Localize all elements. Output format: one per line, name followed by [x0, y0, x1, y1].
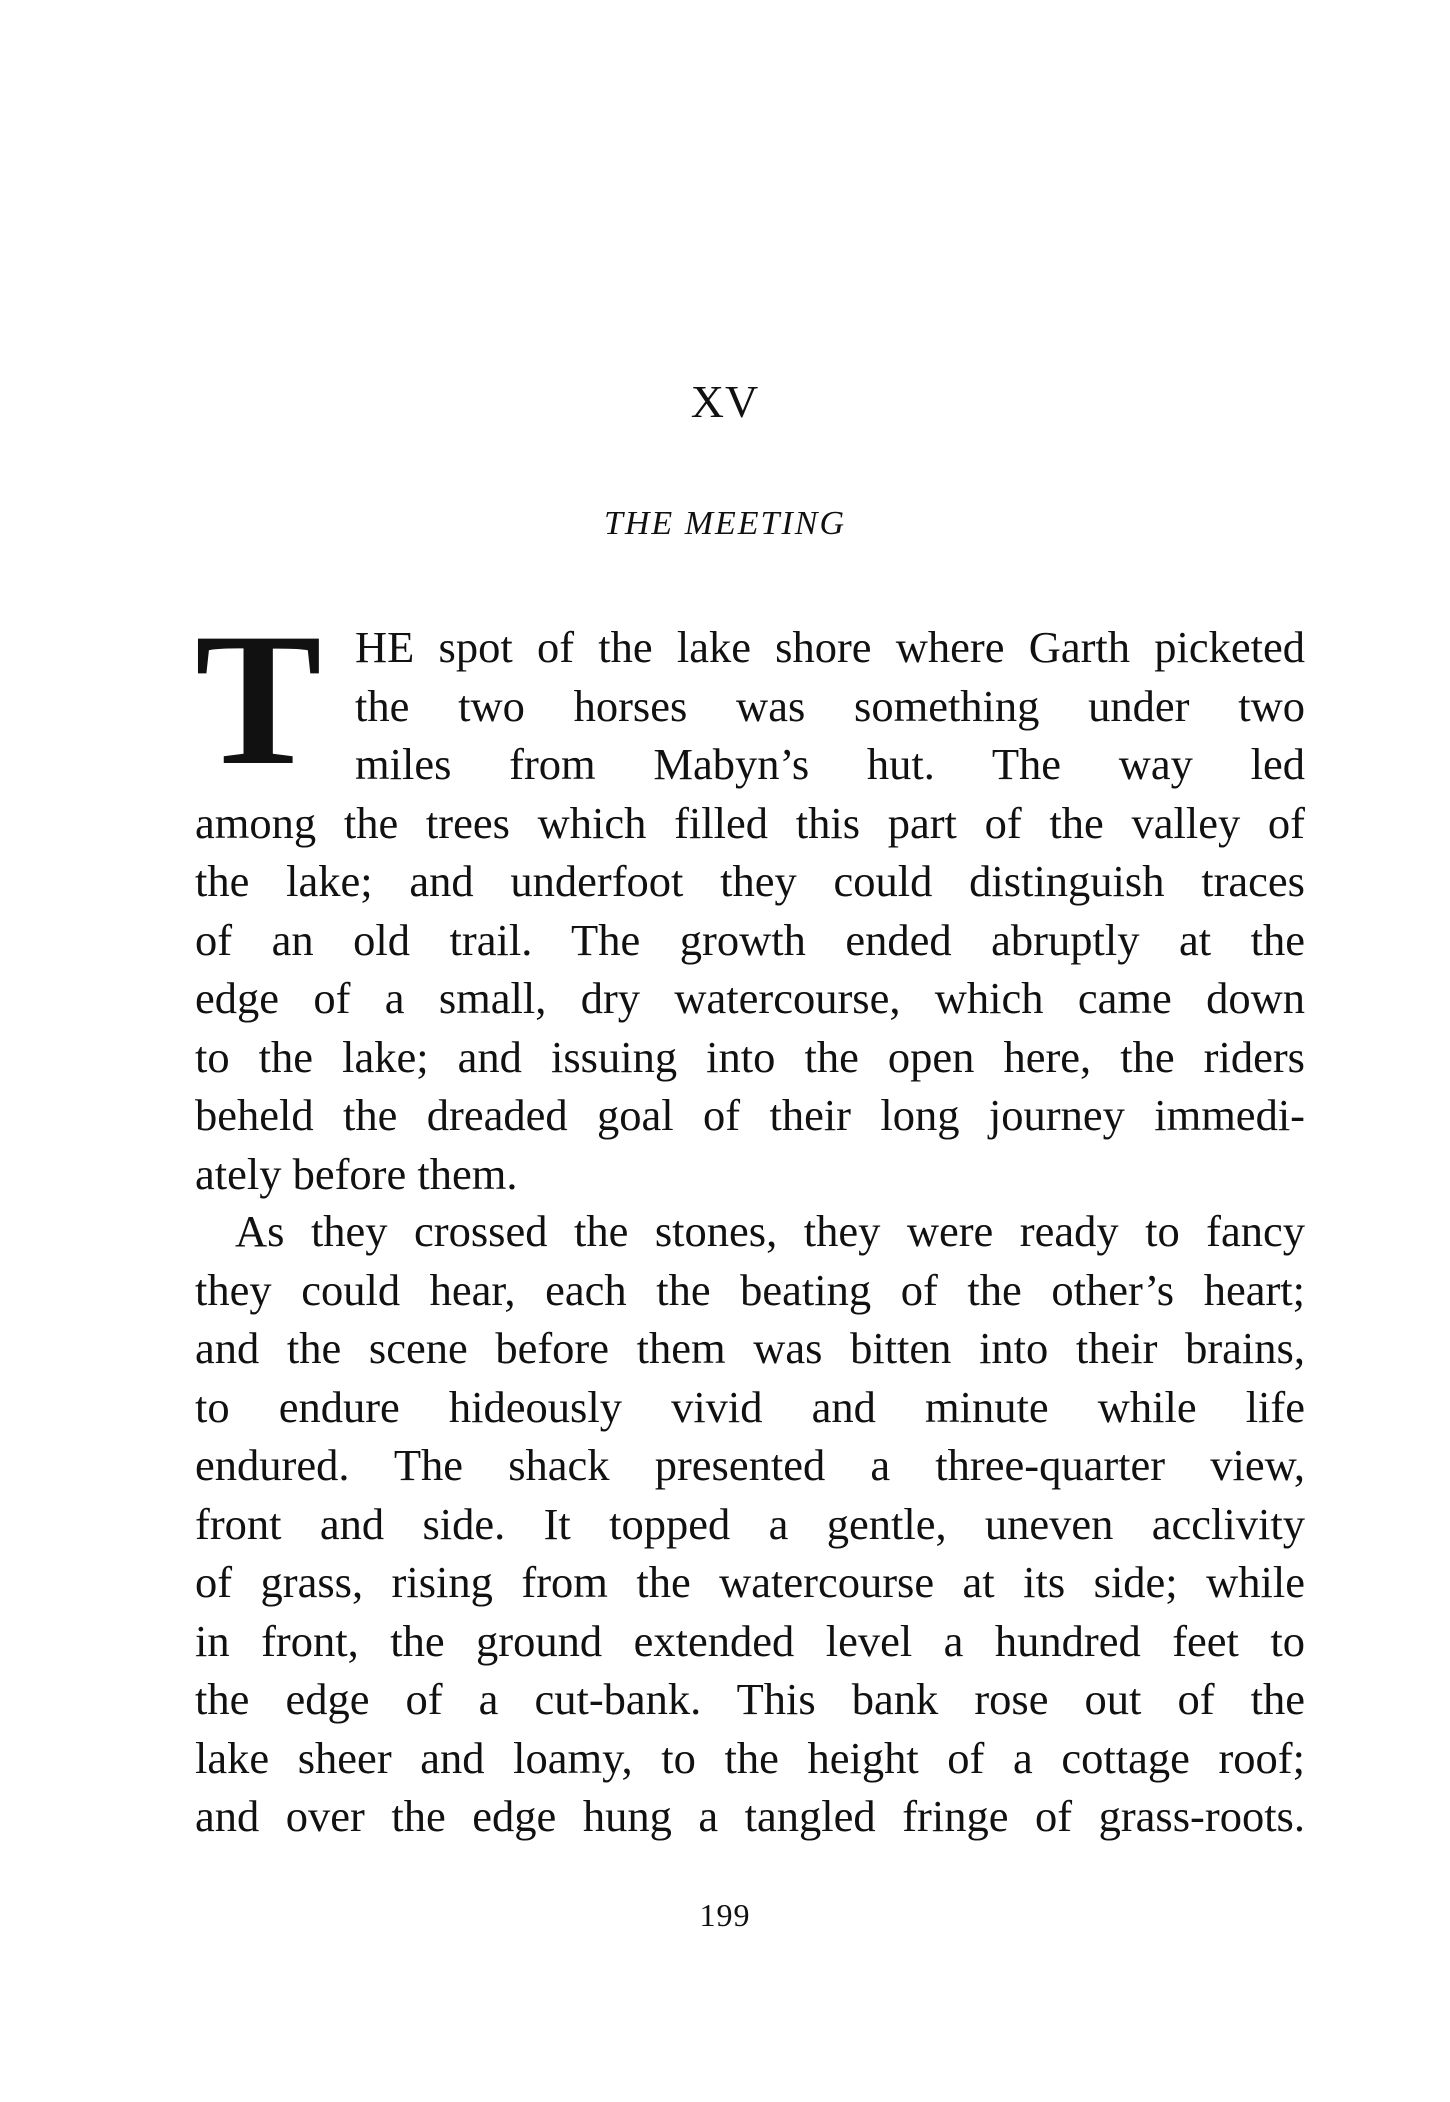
text-line: As they crossed the stones, they were ready to fancy [235, 1206, 1305, 1256]
text-line: edge of a small, dry watercourse, which came down [195, 973, 1305, 1023]
page-number: 199 [699, 1897, 751, 1933]
text-line: the lake; and underfoot they could distinguish traces [195, 856, 1305, 906]
text-line: front and side. It topped a gentle, uneven acclivity [195, 1498, 1305, 1549]
text-line: in front, the ground extended level a hundred feet to [195, 1615, 1305, 1666]
text-line: endured. The shack presented a three-quarter view, [195, 1440, 1305, 1490]
text-line: and over the edge hung a tangled fringe of grass-roots. [195, 1791, 1305, 1841]
drop-cap: T [195, 595, 322, 805]
paragraph-2 [195, 1202, 1305, 1846]
text-line: to the lake; and issuing into the open here, the riders [195, 1031, 1305, 1082]
text-line: they could hear, each the beating of the other’s heart; [195, 1264, 1305, 1315]
paragraph-1 [195, 595, 1305, 1203]
text-line: to endure hideously vivid and minute while life [195, 1381, 1305, 1432]
text-line: miles from Mabyn’s hut. The way led [355, 739, 1305, 789]
chapter-number: XV [690, 376, 760, 427]
text-line: beheld the dreaded goal of their long journey immedi- [195, 1090, 1305, 1140]
chapter-title: THE MEETING [603, 505, 847, 542]
text-line: of an old trail. The growth ended abruptly at the [195, 914, 1305, 965]
text-line: HE spot of the lake shore where Garth picketed [355, 622, 1305, 672]
text-line: the edge of a cut-bank. This bank rose out of the [195, 1674, 1305, 1724]
text-line: the two horses was something under two [355, 680, 1305, 731]
text-line: among the trees which filled this part of the valley of [195, 797, 1305, 848]
text-line: of grass, rising from the watercourse at its side; while [195, 1557, 1305, 1607]
text-line: and the scene before them was bitten into their brains, [195, 1323, 1305, 1373]
text-line: ately before them. [195, 1148, 518, 1199]
text-line: lake sheer and loamy, to the height of a cottage roof; [195, 1732, 1305, 1783]
